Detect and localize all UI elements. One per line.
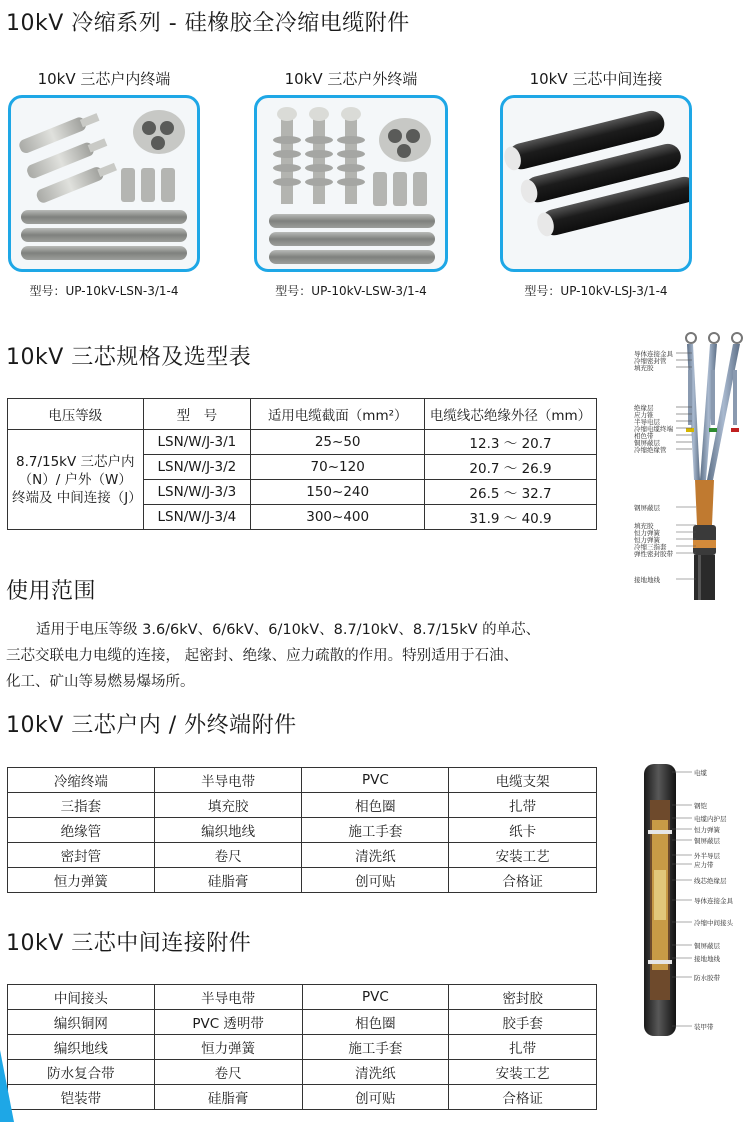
- part-cell: 防水复合带: [8, 1060, 155, 1085]
- diagram-label: 线芯绝缘层: [694, 877, 727, 885]
- corner-decoration: [0, 1050, 20, 1122]
- part-cell: 密封胶: [449, 985, 597, 1010]
- diagram-label: 恒力弹簧: [634, 536, 660, 544]
- part-cell: PVC: [302, 985, 449, 1010]
- part-cell: 施工手套: [302, 818, 449, 843]
- spec-header-row: [8, 399, 597, 430]
- page-title: 10kV 冷缩系列 - 硅橡胶全冷缩电缆附件: [6, 11, 410, 36]
- joint-diagram-illustration: [630, 760, 752, 1040]
- table-row: [8, 768, 597, 793]
- diagram-label: 接地地线: [634, 576, 660, 584]
- part-cell: 铠装带: [8, 1085, 155, 1110]
- diagram-label: 防水胶带: [694, 974, 720, 982]
- diagram-label: 应力带: [694, 861, 714, 869]
- diagram-label: 冷缩密封管: [634, 357, 667, 365]
- part-cell: 填充胶: [154, 793, 302, 818]
- joint-parts-table: [7, 984, 597, 1110]
- spec-table: [7, 398, 597, 530]
- spec-section-cell: 150~240: [251, 480, 425, 505]
- table-row: [8, 1085, 597, 1110]
- terminal-parts-heading: 10kV 三芯户内 / 外终端附件: [6, 713, 297, 738]
- product-title-outdoor: 10kV 三芯户外终端: [284, 70, 418, 88]
- part-cell: 中间接头: [8, 985, 155, 1010]
- table-row: [8, 1010, 597, 1035]
- diagram-label: 导体连接金具: [694, 897, 733, 905]
- table-row: [8, 1035, 597, 1060]
- part-cell: 合格证: [449, 868, 597, 893]
- outdoor-termination-kit-illustration: [257, 98, 445, 269]
- diagram-label: 应力锥: [634, 411, 654, 419]
- part-cell: PVC: [302, 768, 449, 793]
- spec-section-cell: 25~50: [251, 430, 425, 455]
- table-row: [8, 985, 597, 1010]
- table-row: [8, 793, 597, 818]
- diagram-label: 冷缩绝缘管: [634, 446, 667, 454]
- termination-diagram-illustration: [600, 330, 750, 600]
- spec-header-voltage: 电压等级: [8, 399, 144, 430]
- part-cell: 合格证: [449, 1085, 597, 1110]
- spec-voltage-group: 8.7/15kV 三芯户内（N）/ 户外（W）终端及 中间连接（J）: [8, 430, 144, 530]
- diagram-label: 外半导层: [694, 852, 720, 860]
- product-image-outdoor-termination: [254, 95, 448, 272]
- diagram-label: 弹性密封胶带: [634, 550, 673, 558]
- part-cell: PVC 透明带: [154, 1010, 302, 1035]
- diagram-label: 钢铠: [694, 802, 707, 810]
- part-cell: 编织地线: [8, 1035, 155, 1060]
- part-cell: 安装工艺: [449, 1060, 597, 1085]
- scope-heading: 使用范围: [6, 579, 97, 604]
- joint-parts-heading: 10kV 三芯中间连接附件: [6, 931, 252, 956]
- diagram-label: 铜屏蔽层: [694, 942, 720, 950]
- joint-structure-diagram: [630, 760, 752, 1040]
- part-cell: 相色圈: [302, 793, 449, 818]
- part-cell: 冷缩终端: [8, 768, 155, 793]
- spec-diameter-cell: 20.7 ～ 26.9: [425, 455, 597, 480]
- spec-model-cell: LSN/W/J-3/3: [143, 480, 251, 505]
- diagram-label: 导体连接金具: [634, 350, 673, 358]
- table-row: [8, 430, 597, 455]
- part-cell: 清洗纸: [302, 843, 449, 868]
- diagram-label: 冷缩电缆终端: [634, 425, 673, 433]
- spec-diameter-cell: 26.5 ～ 32.7: [425, 480, 597, 505]
- spec-header-cross-section: 适用电缆截面（mm²）: [251, 399, 425, 430]
- spec-model-cell: LSN/W/J-3/1: [143, 430, 251, 455]
- diagram-label: 钢屏蔽层: [634, 504, 660, 512]
- diagram-label: 半导电层: [634, 418, 660, 426]
- spec-diameter-cell: 12.3 ～ 20.7: [425, 430, 597, 455]
- part-cell: 创可贴: [302, 1085, 449, 1110]
- diagram-label: 相色带: [634, 432, 654, 440]
- table-row: [8, 818, 597, 843]
- part-cell: 半导电带: [154, 985, 302, 1010]
- part-cell: 硅脂膏: [154, 1085, 302, 1110]
- product-title-joint: 10kV 三芯中间连接: [529, 70, 663, 88]
- part-cell: 电缆支架: [449, 768, 597, 793]
- product-model-joint: 型号：UP-10kV-LSJ-3/1-4: [524, 284, 668, 298]
- part-cell: 扎带: [449, 1035, 597, 1060]
- diagram-label: 填充胶: [634, 364, 654, 372]
- diagram-label: 恒力弹簧: [634, 529, 660, 537]
- part-cell: 施工手套: [302, 1035, 449, 1060]
- spec-header-model: 型 号: [143, 399, 251, 430]
- part-cell: 扎带: [449, 793, 597, 818]
- spec-diameter-cell: 31.9 ～ 40.9: [425, 505, 597, 530]
- table-row: [8, 1060, 597, 1085]
- part-cell: 清洗纸: [302, 1060, 449, 1085]
- terminal-parts-table: [7, 767, 597, 893]
- part-cell: 密封管: [8, 843, 155, 868]
- diagram-label: 冷缩三指套: [634, 543, 667, 551]
- indoor-termination-kit-illustration: [11, 98, 197, 269]
- diagram-label: 填充胶: [634, 522, 654, 530]
- product-title-indoor: 10kV 三芯户内终端: [37, 70, 171, 88]
- product-image-indoor-termination: [8, 95, 200, 272]
- diagram-label: 铜屏蔽层: [634, 439, 660, 447]
- straight-joint-kit-illustration: [503, 98, 689, 269]
- diagram-label: 接地地线: [694, 955, 720, 963]
- part-cell: 绝缘管: [8, 818, 155, 843]
- part-cell: 编织铜网: [8, 1010, 155, 1035]
- part-cell: 胶手套: [449, 1010, 597, 1035]
- product-model-outdoor: 型号：UP-10kV-LSW-3/1-4: [275, 284, 427, 298]
- part-cell: 硅脂膏: [154, 868, 302, 893]
- spec-header-insulation-diameter: 电缆线芯绝缘外径（mm）: [425, 399, 597, 430]
- scope-paragraph-line: 三芯交联电力电缆的连接， 起密封、绝缘、应力疏散的作用。特别适用于石油、: [6, 648, 519, 664]
- diagram-label: 装甲带: [694, 1023, 714, 1031]
- part-cell: 编织地线: [154, 818, 302, 843]
- spec-model-cell: LSN/W/J-3/2: [143, 455, 251, 480]
- part-cell: 恒力弹簧: [8, 868, 155, 893]
- part-cell: 卷尺: [154, 843, 302, 868]
- diagram-label: 冷缩中间接头: [694, 919, 733, 927]
- spec-model-cell: LSN/W/J-3/4: [143, 505, 251, 530]
- spec-section-cell: 300~400: [251, 505, 425, 530]
- spec-heading: 10kV 三芯规格及选型表: [6, 345, 252, 370]
- termination-structure-diagram: [600, 330, 750, 600]
- diagram-label: 恒力弹簧: [694, 826, 720, 834]
- spec-section-cell: 70~120: [251, 455, 425, 480]
- diagram-label: 电缆: [694, 769, 707, 777]
- table-row: [8, 843, 597, 868]
- product-model-indoor: 型号：UP-10kV-LSN-3/1-4: [29, 284, 179, 298]
- part-cell: 半导电带: [154, 768, 302, 793]
- part-cell: 相色圈: [302, 1010, 449, 1035]
- part-cell: 安装工艺: [449, 843, 597, 868]
- part-cell: 创可贴: [302, 868, 449, 893]
- diagram-label: 电缆内护层: [694, 815, 727, 823]
- diagram-label: 铜屏蔽层: [694, 837, 720, 845]
- scope-paragraph-line: 化工、矿山等易燃易爆场所。: [6, 674, 195, 690]
- table-row: [8, 868, 597, 893]
- part-cell: 纸卡: [449, 818, 597, 843]
- scope-paragraph-line: 适用于电压等级 3.6/6kV、6/6kV、6/10kV、8.7/10kV、8.7/15kV 的单芯、: [36, 622, 541, 638]
- product-image-straight-joint: [500, 95, 692, 272]
- part-cell: 恒力弹簧: [154, 1035, 302, 1060]
- part-cell: 卷尺: [154, 1060, 302, 1085]
- diagram-label: 绝缘层: [634, 404, 654, 412]
- part-cell: 三指套: [8, 793, 155, 818]
